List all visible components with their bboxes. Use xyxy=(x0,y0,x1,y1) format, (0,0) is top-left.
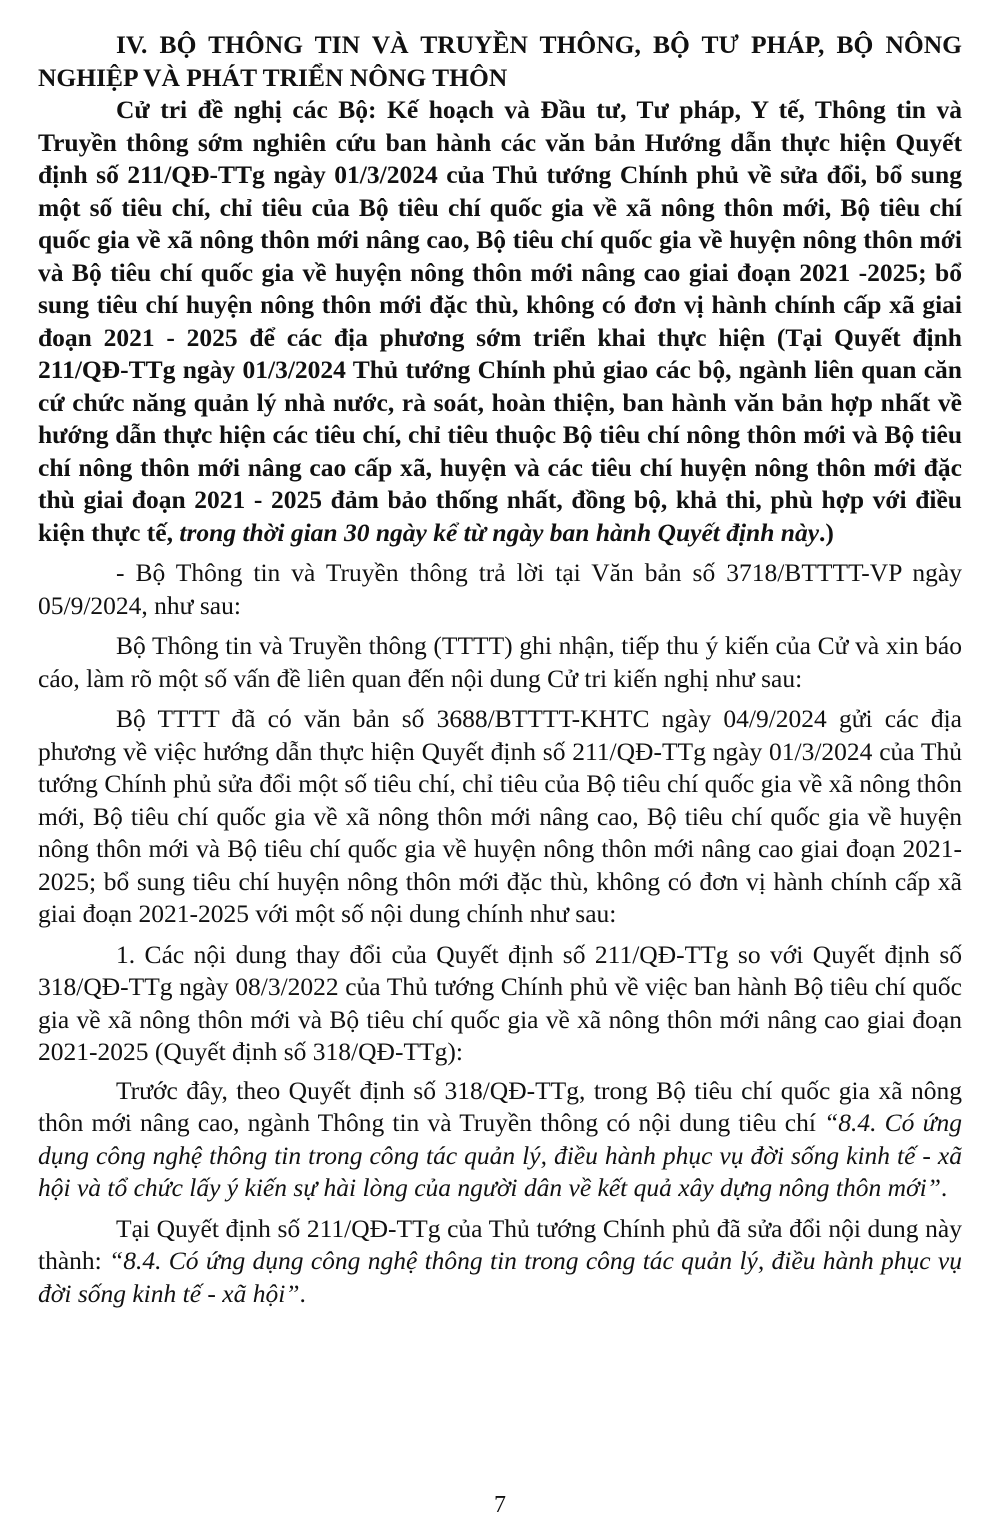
amended-criterion-tail: . xyxy=(299,1278,306,1308)
ministry-reply-intro: - Bộ Thông tin và Truyền thông trả lời tại Văn bản số 3718/BTTTT-VP ngày 05/9/2024, như sau: xyxy=(38,558,962,620)
voter-petition xyxy=(38,94,962,549)
changes-item-1: 1. Các nội dung thay đổi của Quyết định số 211/QĐ-TTg so với Quyết định số 318/QĐ-TTg ngày 08/3/2022 của Thủ tướng Chính phủ về việc ban hành Bộ tiêu chí quốc gia về xã nông thôn mới và Bộ tiêu chí quốc gia về xã nông thôn mới nâng cao giai đoạn 2021-2025 (Quyết định số 318/QĐ-TTg): xyxy=(38,939,962,1066)
amended-criterion-quote: “8.4. Có ứng dụng công nghệ thông tin trong công tác quản lý, điều hành phục vụ đời sống kinh tế - xã hội” xyxy=(38,1246,962,1308)
previous-criterion-tail: . xyxy=(940,1173,948,1202)
section-heading: IV. BỘ THÔNG TIN VÀ TRUYỀN THÔNG, BỘ TƯ PHÁP, BỘ NÔNG NGHIỆP VÀ PHÁT TRIỂN NÔNG THÔN xyxy=(38,30,962,92)
previous-criterion-quote: “8.4. Có ứng dụng công nghệ thông tin trong công tác quản lý, điều hành phục vụ đời sống kinh tế - xã hội và tổ chức lấy ý kiến sự hài lòng của người dân về kết quả xây dựng nông thôn mới” xyxy=(38,1108,962,1202)
ministry-acknowledgement: Bộ Thông tin và Truyền thông (TTTT) ghi nhận, tiếp thu ý kiến của Cử và xin báo cáo, làm rõ một số vấn đề liên quan đến nội dung Cử tri kiến nghị như sau: xyxy=(38,631,962,693)
previous-criterion-paragraph xyxy=(38,1075,962,1205)
amended-criterion-paragraph xyxy=(38,1213,962,1311)
voter-petition-tail: .) xyxy=(819,517,834,547)
voter-petition-italic: trong thời gian 30 ngày kể từ ngày ban hành Quyết định này xyxy=(179,517,820,547)
guidance-document-paragraph: Bộ TTTT đã có văn bản số 3688/BTTTT-KHTC ngày 04/9/2024 gửi các địa phương về việc hướng dẫn thực hiện Quyết định số 211/QĐ-TTg ngày 01/3/2024 của Thủ tướng Chính phủ sửa đổi một số tiêu chí, chỉ tiêu của Bộ tiêu chí quốc gia về xã nông thôn mới, Bộ tiêu chí quốc gia về xã nông thôn mới nâng cao, Bộ tiêu chí quốc gia về huyện nông thôn mới và Bộ tiêu chí quốc gia về huyện nông thôn mới nâng cao giai đoạn 2021-2025; bổ sung tiêu chí huyện nông thôn mới đặc thù, không có đơn vị hành chính cấp xã giai đoạn 2021-2025 với một số nội dung chính như sau: xyxy=(38,704,962,928)
page-number: 7 xyxy=(494,1492,506,1518)
previous-criterion-text: Trước đây, theo Quyết định số 318/QĐ-TTg, trong Bộ tiêu chí quốc gia xã nông thôn mới nâng cao, ngành Thông tin và Truyền thông có nội dung tiêu chí xyxy=(38,1075,962,1137)
amended-criterion-text: Tại Quyết định số 211/QĐ-TTg của Thủ tướng Chính phủ đã sửa đổi nội dung này thành: xyxy=(38,1213,962,1275)
voter-petition-text: Cử tri đề nghị các Bộ: Kế hoạch và Đầu tư, Tư pháp, Y tế, Thông tin và Truyền thông sớm nghiên cứu ban hành các văn bản Hướng dẫn thực hiện Quyết định số 211/QĐ-TTg ngày 01/3/2024 của Thủ tướng Chính phủ về sửa đổi, bổ sung một số tiêu chí, chỉ tiêu của Bộ tiêu chí quốc gia về xã nông thôn mới, Bộ tiêu chí quốc gia về xã nông thôn mới nâng cao, Bộ tiêu chí quốc gia về huyện nông thôn mới và Bộ tiêu chí quốc gia về huyện nông thôn mới nâng cao giai đoạn 2021 -2025; bổ sung tiêu chí huyện nông thôn mới đặc thù, không có đơn vị hành chính cấp xã giai đoạn 2021 - 2025 để các địa phương sớm triển khai thực hiện (Tại Quyết định 211/QĐ-TTg ngày 01/3/2024 Thủ tướng Chính phủ giao các bộ, ngành liên quan căn cứ chức năng quản lý nhà nước, rà soát, hoàn thiện, ban hành văn bản hợp nhất về hướng dẫn thực hiện các tiêu chí, chỉ tiêu thuộc Bộ tiêu chí nông thôn mới và Bộ tiêu chí nông thôn mới nâng cao cấp xã, huyện và các tiêu chí huyện nông thôn mới đặc thù giai đoạn 2021 - 2025 đảm bảo thống nhất, đồng bộ, khả thi, phù hợp với điều kiện thực tế, xyxy=(38,95,962,547)
